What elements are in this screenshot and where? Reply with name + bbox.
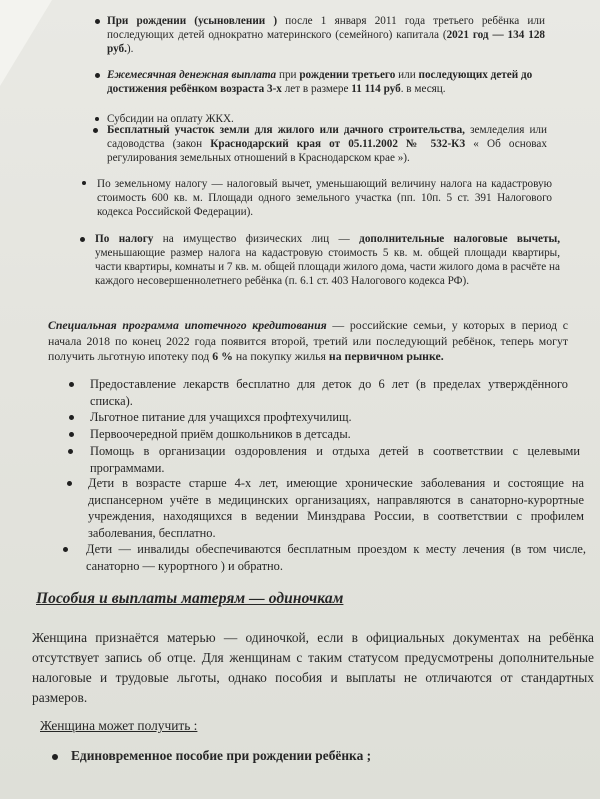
mortgage-paragraph: [48, 318, 568, 365]
monthly-payment-t3: лет в размере: [281, 83, 352, 95]
benefit-item: [86, 541, 586, 574]
bullet: [68, 449, 73, 454]
bullet: [80, 237, 85, 242]
can-receive-label: Женщина может получить :: [40, 718, 198, 733]
monthly-payment-k1: рождении третьего: [299, 69, 396, 81]
benefit-text: Дети — инвалиды обеспечиваются бесплатным проездом к месту лечения (в том числе, санаторно — курортного ) и обратно.: [86, 542, 586, 573]
land-plot-lead: Бесплатный участок земли для жилого или дачного строительства,: [107, 124, 465, 136]
mortgage-lead: Специальная программа ипотечного кредитования: [48, 318, 327, 332]
benefit-item: [90, 443, 580, 476]
single-mothers-paragraph: [32, 628, 594, 708]
property-tax-t2: уменьшающие размер налога на кадастровую стоимость 5 кв. м. общей площади квартиры, части квартиры, комнаты и 7 кв. м. общей площади жилого дома, части жилого дома в расчёте на каждого несовершеннолетнего ребёнка (п. 6.1 ст. 403 Налогового кодекса РФ).: [95, 247, 560, 287]
mortgage-t1: — российские семьи, у которых в период с начала 2018 по конец 2022 года появится второй, третий или последующий ребёнок, теперь могут получить льготную ипотеку под: [48, 318, 568, 363]
benefit-text: Предоставление лекарств бесплатно для деток до 6 лет (в пределах утверждённого списка).: [90, 377, 568, 408]
benefit-item: [90, 409, 568, 426]
bullet: [95, 117, 99, 121]
land-plot-t2: « Об основах регулирования земельных отношений в Краснодарском крае »).: [107, 138, 547, 164]
birth-capital-amount: 2021 год — 134 128 руб.: [107, 29, 546, 55]
land-plot-t1: земледелия или садоводства (закон: [107, 124, 548, 150]
birth-capital-text: [107, 14, 545, 56]
land-plot-text: [107, 123, 547, 165]
bullet: [93, 128, 98, 133]
property-tax-t1: на имущество физических лиц —: [153, 233, 360, 245]
birth-capital-lead: При рождении (усыновлении ): [107, 15, 278, 27]
bullet: [69, 415, 74, 420]
bullet: [69, 432, 74, 437]
single-mothers-paragraph-text: Женщина признаётся матерью — одиночкой, если в официальных документах на ребёнка отсутствует запись об отце. Для женщинам с таким статусом предусмотрены дополнительные налоговые и трудовые льготы, однако пособия и выплаты не отличаются от стандартных размеров.: [32, 630, 594, 705]
land-plot-law: Краснодарский края от 05.11.2002 № 532-КЗ: [210, 138, 466, 150]
mortgage-t2: на покупку жилья: [232, 349, 329, 363]
property-tax-text: [95, 232, 560, 288]
benefit-text: Льготное питание для учащихся профтехучилищ.: [90, 410, 352, 424]
benefit-text: Помощь в организации оздоровления и отдыха детей в соответствии с целевыми программами.: [90, 444, 580, 475]
bullet: [52, 754, 58, 760]
mortgage-k1: на первичном рынке.: [328, 349, 444, 363]
benefit-item: [88, 475, 584, 541]
benefit-text: Первоочередной приём дошкольников в детсады.: [90, 427, 351, 441]
bullet: [69, 382, 74, 387]
folded-paper-corner: [0, 0, 52, 86]
property-tax-lead: По налогу: [95, 233, 154, 245]
benefit-item: [90, 376, 568, 409]
bullet: [95, 73, 100, 78]
monthly-payment-amount: 11 114 руб: [351, 83, 401, 95]
monthly-payment-text: [107, 68, 547, 96]
monthly-payment-lead: Ежемесячная денежная выплата: [107, 69, 277, 81]
land-tax: По земельному налогу — налоговый вычет, уменьшающий величину налога на кадастровую стоимость 600 кв. м. Площади одного земельного участка (пп. 10п. 5 ст. 391 Налогового кодекса Российской Федерации).: [97, 178, 552, 218]
monthly-payment-k2: последующих детей до достижения ребёнком возраста 3-х: [107, 69, 533, 95]
monthly-payment-t1: при: [276, 69, 300, 81]
mortgage-rate: 6 %: [212, 349, 233, 363]
land-tax-text: [97, 177, 552, 219]
bullet: [67, 481, 72, 486]
monthly-payment-t4: . в месяц.: [400, 83, 446, 95]
birth-capital-tail: ).: [126, 43, 134, 55]
benefit-text: Дети в возрасте старше 4-х лет, имеющие хронические заболевания и состоящие на диспансерном учёте в медицинских организациях, направляются в санаторно-курортные учреждения, находящихся в ведении Минздрава России, в соответствии с профилем заболевания, бесплатно.: [88, 476, 584, 540]
monthly-payment-t2: или: [395, 69, 419, 81]
single-mothers-heading: Пособия и выплаты матерям — одиночкам: [36, 590, 344, 607]
bullet: [95, 19, 100, 24]
benefit-item: [90, 426, 568, 443]
property-tax-k1: дополнительные налоговые вычеты,: [359, 233, 561, 245]
first-benefit-item: Единовременное пособие при рождении ребёнка ;: [71, 748, 372, 763]
bullet: [63, 547, 68, 552]
housing-subsidy: Субсидии на оплату ЖКХ.: [107, 113, 234, 125]
birth-capital-body: после 1 января 2011 года третьего ребёнка или последующих детей однократно материнского (семейного) капитала (: [107, 15, 545, 41]
bullet: [82, 181, 86, 185]
